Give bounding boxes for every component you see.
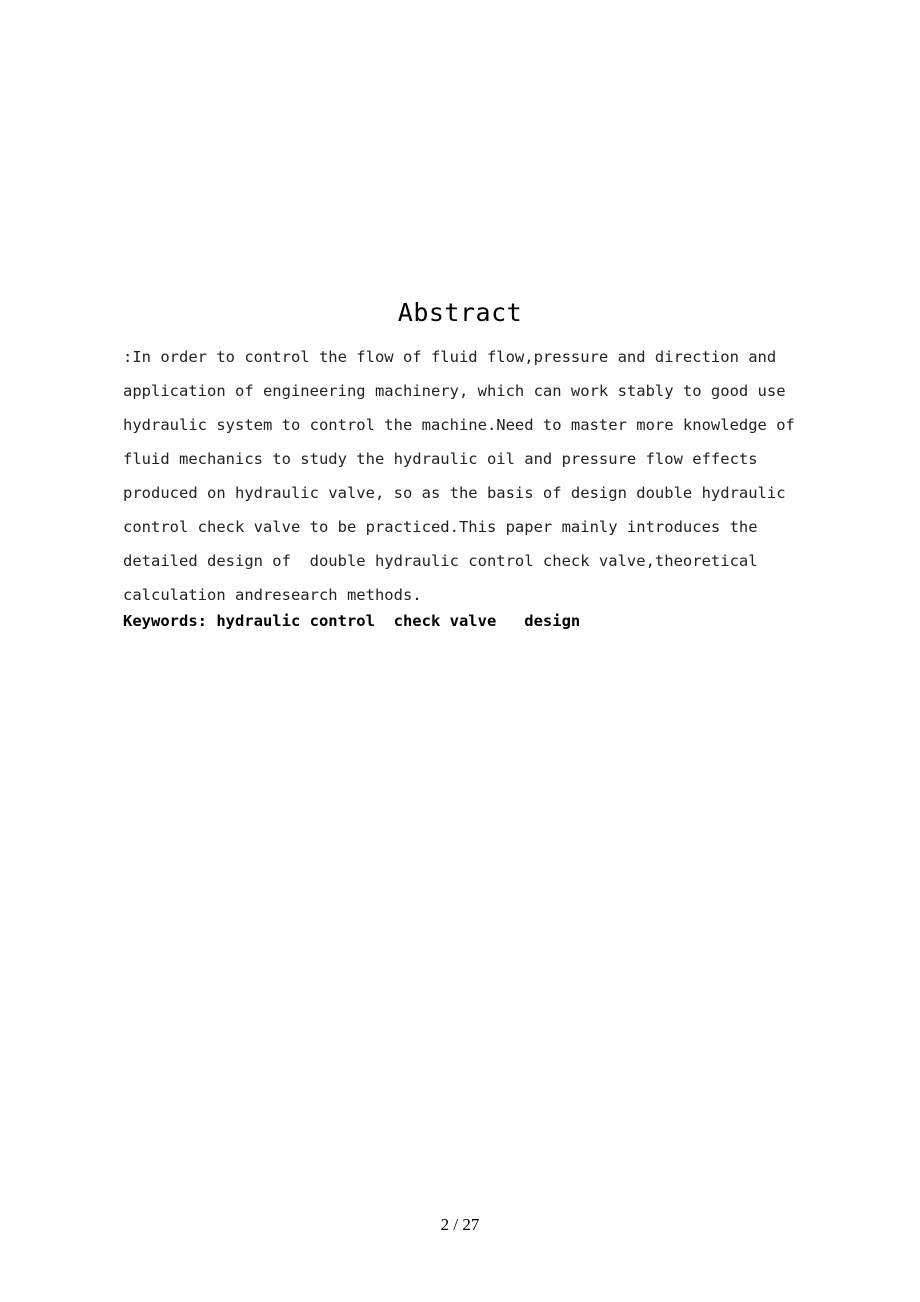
abstract-line: produced on hydraulic valve, so as the basis of design double hydraulic (123, 484, 786, 502)
abstract-body (123, 340, 813, 612)
abstract-line: fluid mechanics to study the hydraulic oil and pressure flow effects (123, 450, 758, 468)
abstract-line: detailed design of double hydraulic control check valve,theoretical (123, 552, 758, 570)
keywords-line: Keywords: hydraulic control check valve design (123, 612, 581, 630)
abstract-line: hydraulic system to control the machine.Need to master more knowledge of (123, 416, 795, 434)
page-number: 2 / 27 (440, 1215, 480, 1234)
abstract-line: application of engineering machinery, which can work stably to good use (123, 382, 786, 400)
page-title: Abstract (397, 298, 523, 327)
abstract-line: :In order to control the flow of fluid flow,pressure and direction and (123, 348, 777, 366)
abstract-line: calculation andresearch methods. (123, 586, 422, 604)
abstract-line: control check valve to be practiced.This paper mainly introduces the (123, 518, 758, 536)
